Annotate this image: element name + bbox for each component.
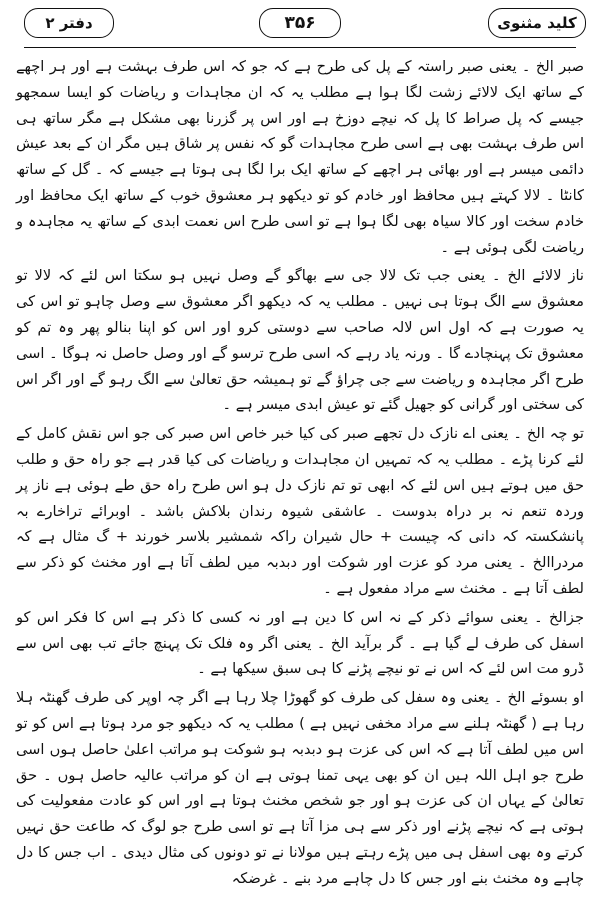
page-header (10, 6, 590, 40)
header-divider (24, 47, 576, 48)
paragraph-sabr: صبر الخ ۔ یعنی صبر راستہ کے پل کی طرح ہے کہ جو کہ اس طرف بہشت ہے اور ہر اچھے کے ساتھ ایک لالائے زشت لگا ہوا ہے مطلب یہ کہ ان مجاہدات و ریاضات کو ایسا سمجھو جیسے کہ پل صراط کا پل کہ نیچے دوزخ ہے اور اس پر گزرنا بھی مشکل ہے مگر ساتھ ہی اس طرف بہشت بھی ہے اسی طرح مجاہدات گو کہ نفس پر شاق ہیں مگر ان کے بعد عیش دائمی میسر ہے اور بھائی ہر اچھے کے ساتھ ایک برا لگا ہی ہوتا ہے جیسے کہ ۔ گل کے ساتھ کانٹا ۔ لالا کہتے ہیں محافظ اور خادم کو تو دیکھو ہر معشوق خوب کے ساتھ ایک محافظ اور خادم سخت اور کالا سیاہ بھی لگا ہوا ہے تو اسی طرح اس نعمت ابدی کے ساتھ یہ مجاہدہ و ریاضت لگی ہوئی ہے ۔ (16, 58, 584, 256)
page-number-badge (259, 8, 341, 38)
volume-label: دفتر ۲ (45, 14, 93, 32)
book-title-badge (488, 8, 586, 38)
page-body (16, 54, 584, 893)
volume-badge (24, 8, 114, 38)
paragraph-to-cheh: تو چہ الخ ۔ یعنی اے نازک دل تجھے صبر کی کیا خبر خاص اس صبر کی جو اس نقش کامل کے لئے کرنا پڑے ۔ مطلب یہ کہ تمہیں ان مجاہدات و ریاضات کی کیا قدر ہے جو راہ حق و طلب حق میں ہوتے ہیں اس لئے کہ ابھی تو تم نازک دل ہو اس طرح راہ حق طے ہوئی ہے ناز پر وردہ تنعم نہ بر دراہ بدوست ۔ عاشقی شیوہ رندان بلاکش باشد ۔ اوبرائے تراخارے بہ پانشکستہ کہ دانی کہ چیست + حال شیران راکہ شمشیر بلاسر خورند + گ مثال ہے کہ مردراالخ ۔ یعنی مرد کو عزت اور شوکت اور دبدبہ میں لطف آتا ہے اور مخنث کو ذکر سے لطف آتا ہے ۔ مخنث سے مراد مفعول ہے ۔ (16, 425, 584, 597)
page-number: ۳۵۶ (284, 13, 316, 33)
book-title: کلید مثنوی (497, 14, 577, 32)
paragraph-o-basooye: او بسوئے الخ ۔ یعنی وہ سفل کی طرف کو گھوڑا چلا رہا ہے اگر چہ اوپر کی طرف گھنٹہ ہلا رہا ہے ( گھنٹہ ہلنے سے مراد مخفی نہیں ہے ) مطلب یہ کہ دیکھو جو مرد ہوتا ہے اس کو تو اس میں لطف آتا ہے کہ اس کی عزت ہو دبدبہ ہو شوکت ہو مراتب اعلیٰ حاصل ہوں اسی طرح جو اہل اللہ ہیں ان کو بھی یہی تمنا ہوتی ہے ان کو مراتب عالیہ حاصل ہوں ۔ حق تعالیٰ کے یہاں ان کی عزت ہو اور جو شخص مخنث ہوتا ہے اور اس کو عادت مفعولیت کی ہوتی ہے کہ نیچے پڑنے اور ذکر سے ہی مزا آتا ہے تو اسی طرح جو لوگ کہ طاعت حق نہیں کرتے وہ بھی اسفل ہی میں پڑے رہتے ہیں مولانا نے تو دونوں کی مثال دیدی ۔ اب جس کا دل چاہے وہ مخنث بنے اور جس کا دل چاہے مرد بنے ۔ غرضکہ (16, 689, 584, 887)
paragraph-naz-lalaye: ناز لالائے الخ ۔ یعنی جب تک لالا جی سے بھاگو گے وصل نہیں ہو سکتا اس لئے کہ لالا تو معشوق سے الگ ہوتا ہی نہیں ۔ مطلب یہ کہ دیکھو اگر معشوق سے وصل چاہو تو اس کی یہ صورت ہے کہ اول اس لالہ صاحب سے دوستی کرو اور اس کو اپنا بنالو پھر وہ تم کو معشوق تک پہنچادے گا ۔ ورنہ یاد رہے کہ اسی طرح ترسو گے اور وصل حاصل نہ ہوگا ۔ اسی طرح اگر مجاہدہ و ریاضت سے جی چراؤ گے تو ہمیشہ حق تعالیٰ سے الگ رہو گے اور اگر اس کی سختی اور گرانی کو جھیل گئے تو عیش ابدی میسر ہے ۔ (16, 267, 584, 414)
paragraph-juz: جزالخ ۔ یعنی سوائے ذکر کے نہ اس کا دین ہے اور نہ کسی کا ذکر ہے اس کا فکر اس کو اسفل کی طرف لے گیا ہے ۔ گر برآید الخ ۔ یعنی اگر وہ فلک تک پہنچ جائے تب بھی اس سے ڈرو مت اس لئے کہ اس نے تو نیچے پڑنے کا ہی سبق سیکھا ہے ۔ (16, 608, 584, 678)
